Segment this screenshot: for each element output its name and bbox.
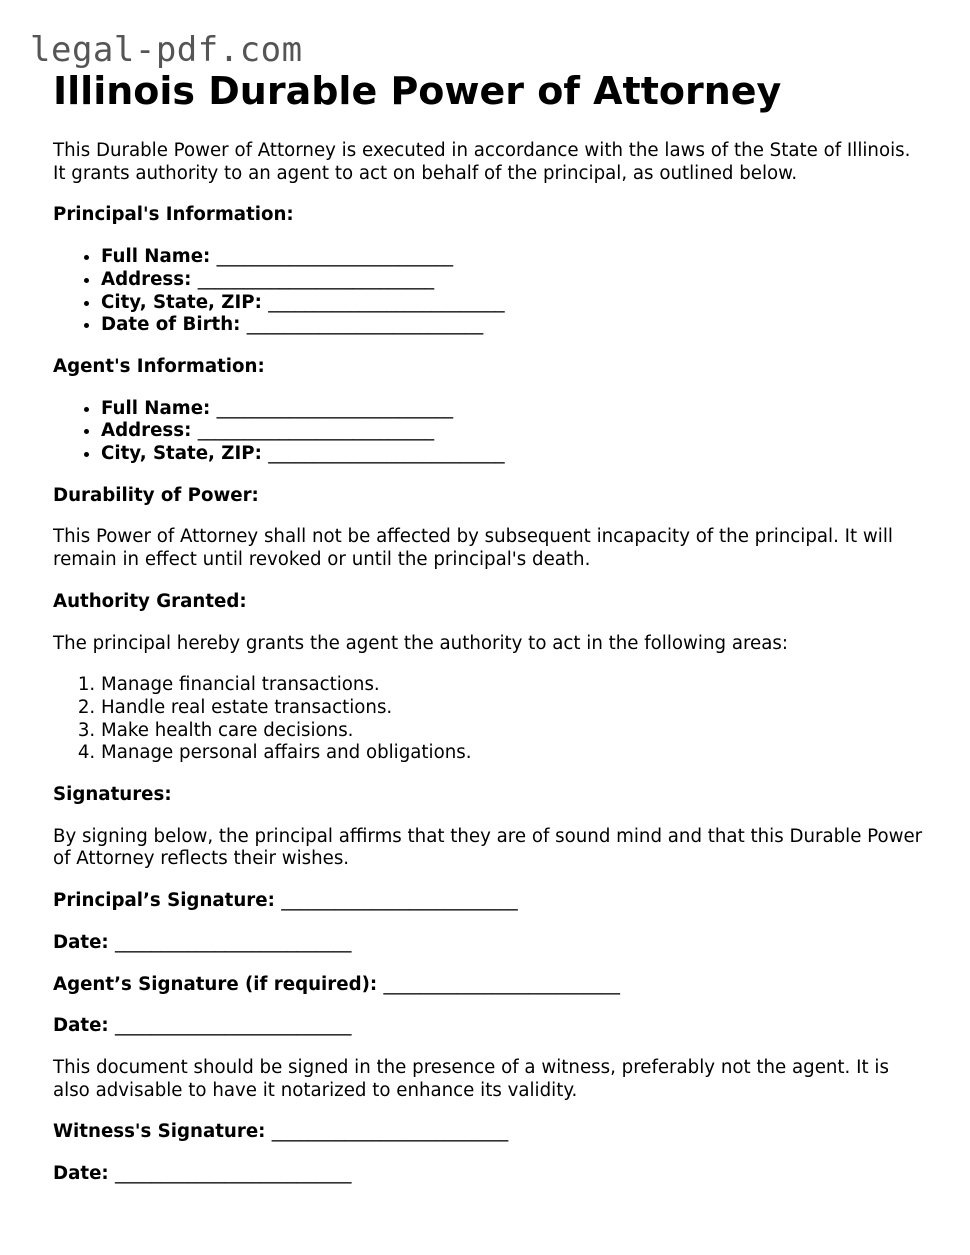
witness-date-field: [53, 1163, 923, 1186]
principal-date-field: [53, 932, 923, 955]
field-label: Principal’s Signature:: [53, 890, 275, 912]
blank-line[interactable]: __________________________: [197, 268, 435, 290]
signature-line[interactable]: __________________________: [281, 890, 518, 912]
blank-line[interactable]: __________________________: [268, 291, 505, 313]
agent-signature-field: [53, 974, 923, 997]
field-label: City, State, ZIP:: [101, 291, 262, 313]
agent-info-list: [53, 398, 923, 466]
agent-full-name-field: [101, 398, 923, 421]
watermark-text: legal-pdf.com: [30, 30, 303, 70]
field-label: Agent’s Signature (if required):: [53, 973, 378, 995]
agent-address-field: [101, 420, 923, 443]
agent-info-heading: Agent's Information:: [53, 355, 265, 377]
document-body: [53, 66, 923, 1186]
authority-paragraph: The principal hereby grants the agent the authority to act in the following areas:: [53, 632, 788, 654]
field-label: Witness's Signature:: [53, 1121, 266, 1143]
principal-info-heading: Principal's Information:: [53, 204, 294, 226]
field-label: Address:: [101, 420, 192, 442]
principal-city-state-zip-field: [101, 292, 923, 315]
date-line[interactable]: __________________________: [115, 931, 352, 953]
authority-heading: Authority Granted:: [53, 590, 247, 612]
authority-item: 4. Manage personal affairs and obligations.: [101, 742, 923, 765]
authority-list: [53, 674, 923, 765]
principal-full-name-field: [101, 246, 923, 269]
signatures-paragraph: By signing below, the principal affirms that they are of sound mind and that this Durable Power of Attorney reflects their wishes.: [53, 825, 923, 870]
authority-item: 3. Make health care decisions.: [101, 720, 923, 743]
field-label: Full Name:: [101, 397, 211, 419]
principal-info-list: [53, 246, 923, 337]
field-label: Address:: [101, 268, 192, 290]
field-label: Date:: [53, 1015, 109, 1037]
authority-item: 2. Handle real estate transactions.: [101, 697, 923, 720]
blank-line[interactable]: __________________________: [246, 314, 484, 336]
principal-address-field: [101, 269, 923, 292]
field-label: Date:: [53, 1163, 109, 1185]
blank-line[interactable]: __________________________: [216, 246, 454, 268]
field-label: Date of Birth:: [101, 314, 241, 336]
authority-item: 1. Manage financial transactions.: [101, 674, 923, 697]
principal-signature-field: [53, 890, 923, 913]
blank-line[interactable]: __________________________: [268, 443, 505, 465]
signatures-heading: Signatures:: [53, 784, 172, 806]
witness-signature-field: [53, 1121, 923, 1144]
agent-date-field: [53, 1015, 923, 1038]
agent-city-state-zip-field: [101, 443, 923, 466]
principal-date-of-birth-field: [101, 314, 923, 337]
durability-paragraph: This Power of Attorney shall not be affected by subsequent incapacity of the principal. It will remain in effect until revoked or until the principal's death.: [53, 526, 893, 571]
field-label: Full Name:: [101, 246, 211, 268]
field-label: City, State, ZIP:: [101, 443, 262, 465]
blank-line[interactable]: __________________________: [216, 397, 454, 419]
witness-note-paragraph: This document should be signed in the presence of a witness, preferably not the agent. It is also advisable to have it notarized to enhance its validity.: [53, 1056, 889, 1101]
document-title: Illinois Durable Power of Attorney: [53, 69, 782, 113]
intro-paragraph: This Durable Power of Attorney is executed in accordance with the laws of the State of Illinois. It grants authority to an agent to act on behalf of the principal, as outlined below.: [53, 140, 911, 184]
date-line[interactable]: __________________________: [115, 1015, 352, 1037]
signature-line[interactable]: __________________________: [383, 973, 620, 995]
signature-line[interactable]: __________________________: [271, 1121, 509, 1143]
field-label: Date:: [53, 931, 109, 953]
blank-line[interactable]: __________________________: [197, 420, 435, 442]
durability-heading: Durability of Power:: [53, 484, 259, 506]
date-line[interactable]: __________________________: [115, 1163, 352, 1185]
